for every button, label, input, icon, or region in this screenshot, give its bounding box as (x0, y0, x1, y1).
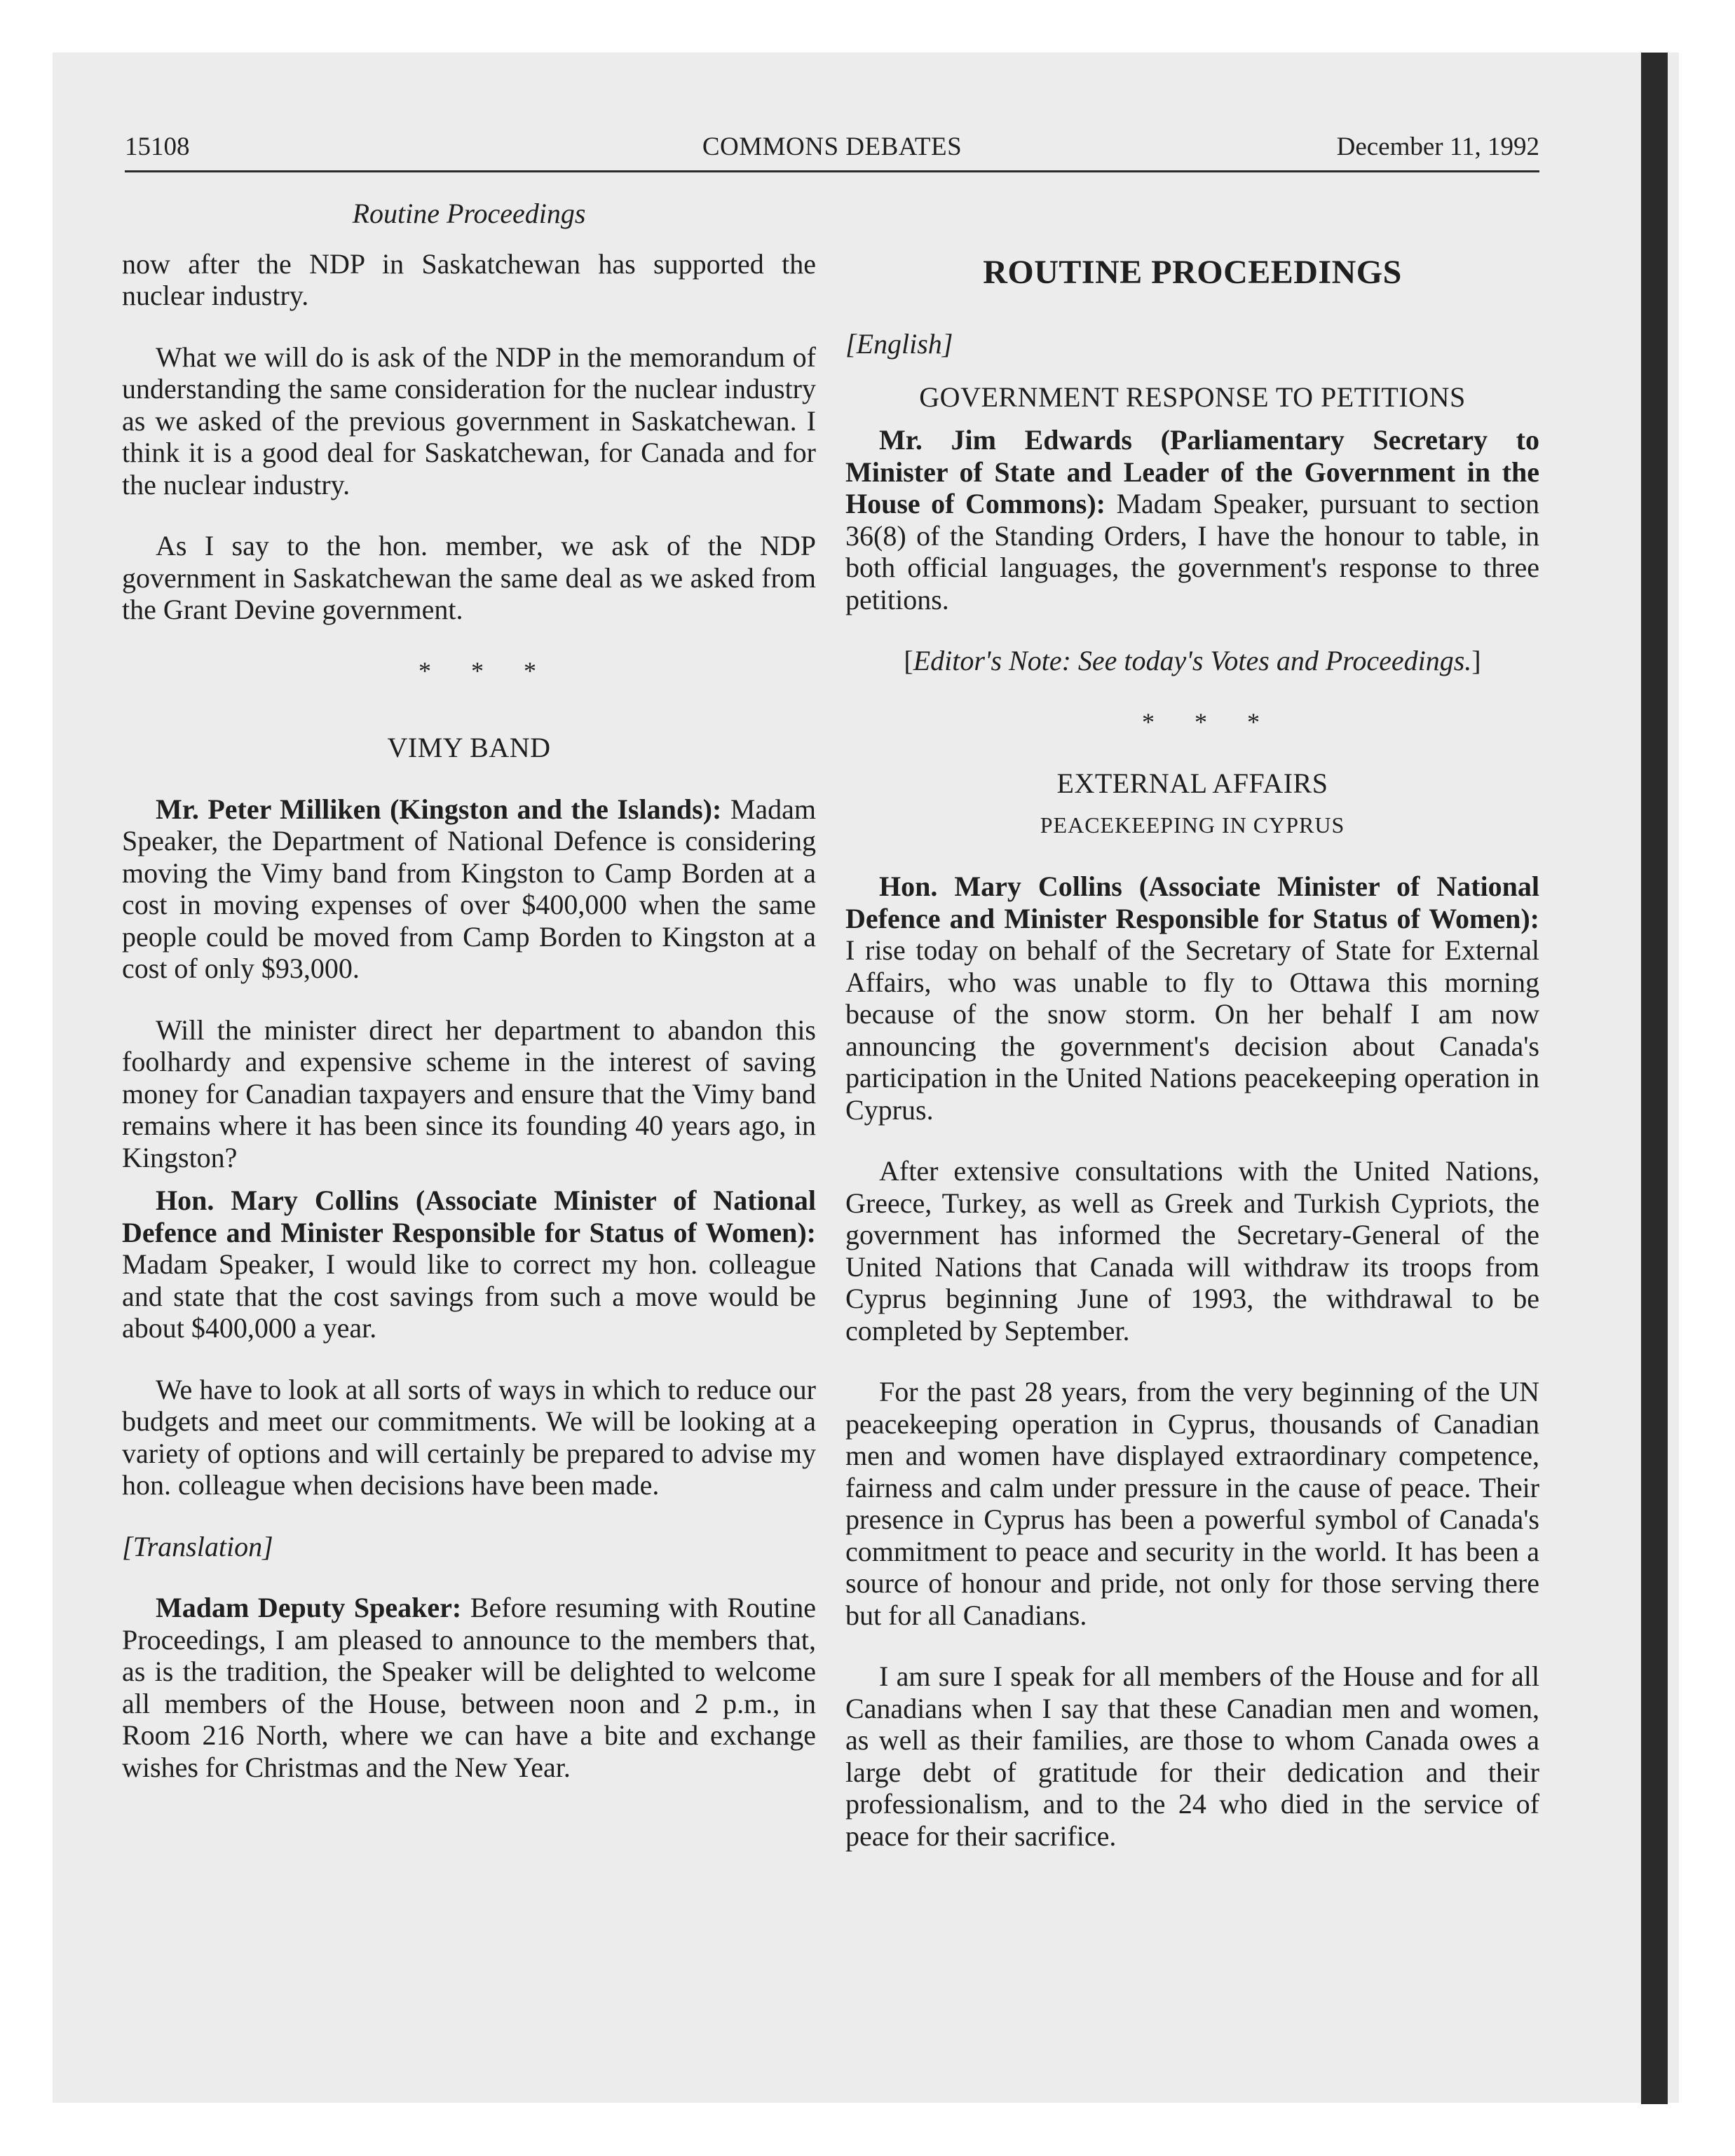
speaker-name: Mr. Jim Edwards (Parliamentary Secretary to Minister of State and Leader of the Government in the House of Commons): (845, 424, 1539, 519)
left-column (122, 198, 816, 1783)
continuation-paragraph: now after the NDP in Saskatchewan has supported the nuclear industry. (122, 247, 816, 311)
english-label: [English] (845, 328, 953, 360)
deputy-speaker-announcement (122, 1592, 816, 1783)
speaker-name: Madam Deputy Speaker: (156, 1592, 462, 1623)
subheading-peacekeeping-cyprus: PEACEKEEPING IN CYPRUS (1040, 812, 1345, 838)
section-separator: * * * (1142, 707, 1277, 736)
header-rule (125, 170, 1539, 172)
heading-routine-proceedings: ROUTINE PROCEEDINGS (983, 254, 1402, 291)
speech-text: Madam Speaker, I would like to correct my hon. colleague and state that the cost savings from such a move would be about $400,000 a year. (122, 1248, 816, 1344)
header-date: December 11, 1992 (1336, 132, 1539, 161)
speech-text: I rise today on behalf of the Secretary of State for External Affairs, who was unable to fly to Ottawa this morning because of the snow storm. On her behalf I am now announcing the government's decision about Canada's participation in the United Nations peacekeeping operation in Cyprus. (845, 934, 1539, 1126)
paragraph-grant-devine: As I say to the hon. member, we ask of the NDP government in Saskatchewan the same deal as we asked from the Grant Devine government. (122, 530, 816, 625)
page-number: 15108 (125, 132, 190, 161)
speaker-name: Hon. Mary Collins (Associate Minister of National Defence and Minister Responsible for Status of Women): (122, 1185, 816, 1248)
running-header (125, 128, 1539, 167)
collins-answer-continued: We have to look at all sorts of ways in which to reduce our budgets and meet our commitments. We will be looking at a variety of options and will certainly be prepared to advise my hon. colleague when decisions have been made. (122, 1373, 816, 1501)
heading-government-response: GOVERNMENT RESPONSE TO PETITIONS (919, 381, 1466, 413)
speaker-name: Hon. Mary Collins (Associate Minister of National Defence and Minister Responsible for Status of Women): (845, 871, 1539, 934)
milliken-followup: Will the minister direct her department to abandon this foolhardy and expensive scheme in the interest of saving money for Canadian taxpayers and ensure that the Vimy band remains where it has been since its founding 40 years ago, in Kingston? (122, 1014, 816, 1173)
speaker-name: Mr. Peter Milliken (Kingston and the Islands): (156, 793, 722, 825)
section-label: Routine Proceedings (352, 198, 586, 229)
paragraph-28-years: For the past 28 years, from the very beginning of the UN peacekeeping operation in Cyprus, thousands of Canadian men and women have displayed extraordinary competence, fairness and calm under pressure in the cause of peace. Their presence in Cyprus has been a powerful symbol of Canada's commitment to peace and security in the world. It has been a source of honour and pride, not only for those serving there but for all Canadians. (845, 1376, 1539, 1631)
section-separator: * * * (419, 656, 553, 685)
speech-text: Before resuming with Routine Proceedings, I am pleased to announce to the members that, as is the tradition, the Speaker will be delighted to welcome all members of the House, between noon and 2 p.m., in Room 216 North, where we can have a bite and exchange wishes for Christmas and the New Year. (122, 1592, 817, 1783)
editors-note: [Editor's Note: See today's Votes and Proceedings.] (904, 645, 1481, 676)
paragraph-consultations: After extensive consultations with the United Nations, Greece, Turkey, as well as Greek and Turkish Cypriots, the government has informed the Secretary-General of the United Nations that Canada will withdraw its troops from Cyprus beginning June of 1993, the withdrawal to be completed by September. (845, 1155, 1539, 1346)
speech-text: Madam Speaker, pursuant to section 36(8) of the Standing Orders, I have the honour to table, in both official languages, the government's response to three petitions. (845, 488, 1540, 615)
edwards-statement (845, 424, 1539, 615)
speech-text: Madam Speaker, the Department of National Defence is considering moving the Vimy band from Kingston to Camp Borden at a cost in moving expenses of over $400,000 when the same people could be moved from Camp Borden to Kingston at a cost of only $93,000. (122, 793, 817, 984)
collins-answer (122, 1185, 816, 1344)
paragraph-gratitude: I am sure I speak for all members of the House and for all Canadians when I say that these Canadian men and women, as well as their families, are those to whom Canada owes a large debt of gratitude for their dedication and their professionalism, and to the 24 who died in the service of peace for their sacrifice. (845, 1660, 1539, 1852)
right-column (845, 252, 1539, 1852)
heading-vimy-band: VIMY BAND (387, 732, 551, 763)
translation-label: [Translation] (122, 1530, 273, 1562)
scan-edge-shadow (1641, 53, 1668, 2104)
publication-title: COMMONS DEBATES (702, 132, 962, 161)
milliken-question (122, 793, 816, 985)
collins-statement (845, 871, 1539, 1126)
paragraph-memorandum: What we will do is ask of the NDP in the memorandum of understanding the same consideration for the nuclear industry as we asked of the previous government in Saskatchewan. I think it is a good deal for Saskatchewan, for Canada and for the nuclear industry. (122, 341, 816, 500)
heading-external-affairs: EXTERNAL AFFAIRS (1056, 767, 1328, 799)
